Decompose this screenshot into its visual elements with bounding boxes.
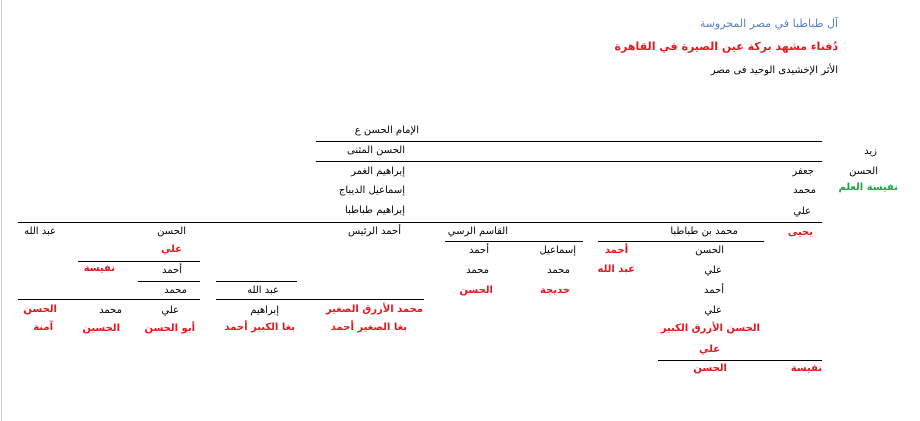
diagram-note: الأثر الإخشيدى الوحيد فى مصر [710, 65, 838, 76]
grandsons-line [18, 299, 200, 300]
node-yahya: يحيى [787, 227, 813, 238]
node-muhammad-azraq-saghir: محمد الأزرق الصغير [325, 304, 423, 315]
node-ibrahim-ar: إبراهيم [250, 305, 279, 316]
qasim-branch-line [445, 241, 583, 242]
node-ahmad-qb: أحمد [469, 245, 489, 256]
node-hasan-zayd: الحسن [849, 166, 878, 177]
node-zayd: زيد [864, 146, 877, 157]
node-imam-hasan: الإمام الحسن ع [354, 125, 419, 136]
node-hasan-last: الحسن [693, 363, 727, 374]
node-hasan-muthanna: الحسن المثنى [347, 145, 405, 156]
node-abdallah-head: عبد الله [24, 226, 56, 237]
node-nafisa-hb: نفيسة [83, 263, 115, 274]
trunk-line-2 [316, 161, 822, 162]
node-bagha-kabir: بغا الكبير أحمد [224, 322, 295, 333]
node-abdallah-mb: عبد الله [597, 264, 635, 275]
sons-line [18, 222, 822, 223]
node-muhammad-jafar: محمد [793, 185, 816, 196]
trunk-line-1 [316, 141, 822, 142]
node-amina-ab: آمنة [33, 322, 53, 333]
node-ali-hb: علي [161, 305, 179, 316]
node-ahmad-rais: أحمد الرئيس [347, 226, 401, 237]
node-ali-hb-red: علي [160, 244, 182, 255]
node-qasim-rassi: القاسم الرسي [447, 226, 508, 237]
node-ahmad-hb: أحمد [162, 265, 182, 276]
node-abdallah-ar: عبد الله [247, 285, 279, 296]
node-ali-mb-2: علي [704, 305, 722, 316]
node-nafisa-ilm: نفيسة العلم [838, 182, 898, 193]
muhammad-branch-line [598, 241, 764, 242]
node-abu-hasan: أبو الحسن [144, 323, 195, 334]
node-muhammad-qb-2: محمد [466, 265, 489, 276]
node-muhammad-hb: محمد [164, 285, 187, 296]
abdallah-ar-line [216, 281, 297, 282]
node-husayn-ab: الحسين [82, 323, 120, 334]
node-jafar: جعفر [792, 166, 814, 177]
ahmad-rais-line [216, 299, 424, 300]
node-khadija: خديجة [539, 285, 570, 296]
node-ismail-dibaj: إسماعيل الديباج [338, 185, 405, 196]
node-nafisa-last: نفيسة [790, 363, 822, 374]
last-generation-line [658, 360, 822, 361]
node-muhammad-qb-1: محمد [547, 265, 570, 276]
node-muhammad-tabataba: محمد بن طباطبا [670, 226, 738, 237]
node-bagha-saghir: بغا الصغير أحمد [330, 322, 407, 333]
node-hasan-hb: الحسن [157, 226, 186, 237]
diagram-subtitle: دُفناء مشهد بركة عين الصيرة في القاهرة [614, 40, 838, 53]
node-ibrahim-tabataba: إبراهيم طباطبا [344, 205, 405, 216]
node-muhammad-ab: محمد [99, 305, 122, 316]
node-hasan-azraq-kabir: الحسن الأزرق الكبير [660, 323, 760, 334]
ahmad-hb-line [138, 281, 200, 282]
node-ahmad-mb: أحمد [604, 245, 628, 256]
node-hasan-ab: الحسن [23, 304, 57, 315]
node-ali-jafar: علي [793, 206, 811, 217]
node-ali-mb-3: علي [698, 344, 720, 355]
node-hasan-mb: الحسن [695, 245, 724, 256]
node-hasan-qb: الحسن [459, 285, 493, 296]
cell-border [1, 0, 2, 421]
node-ismail-qb: إسماعيل [539, 245, 576, 256]
node-ahmad-mb-2: أحمد [704, 285, 724, 296]
diagram-title: آل طباطبا في مصر المحروسة [699, 17, 838, 30]
node-ibrahim-ghamr: إبراهيم الغمر [351, 166, 405, 177]
node-ali-mb-1: علي [704, 265, 722, 276]
